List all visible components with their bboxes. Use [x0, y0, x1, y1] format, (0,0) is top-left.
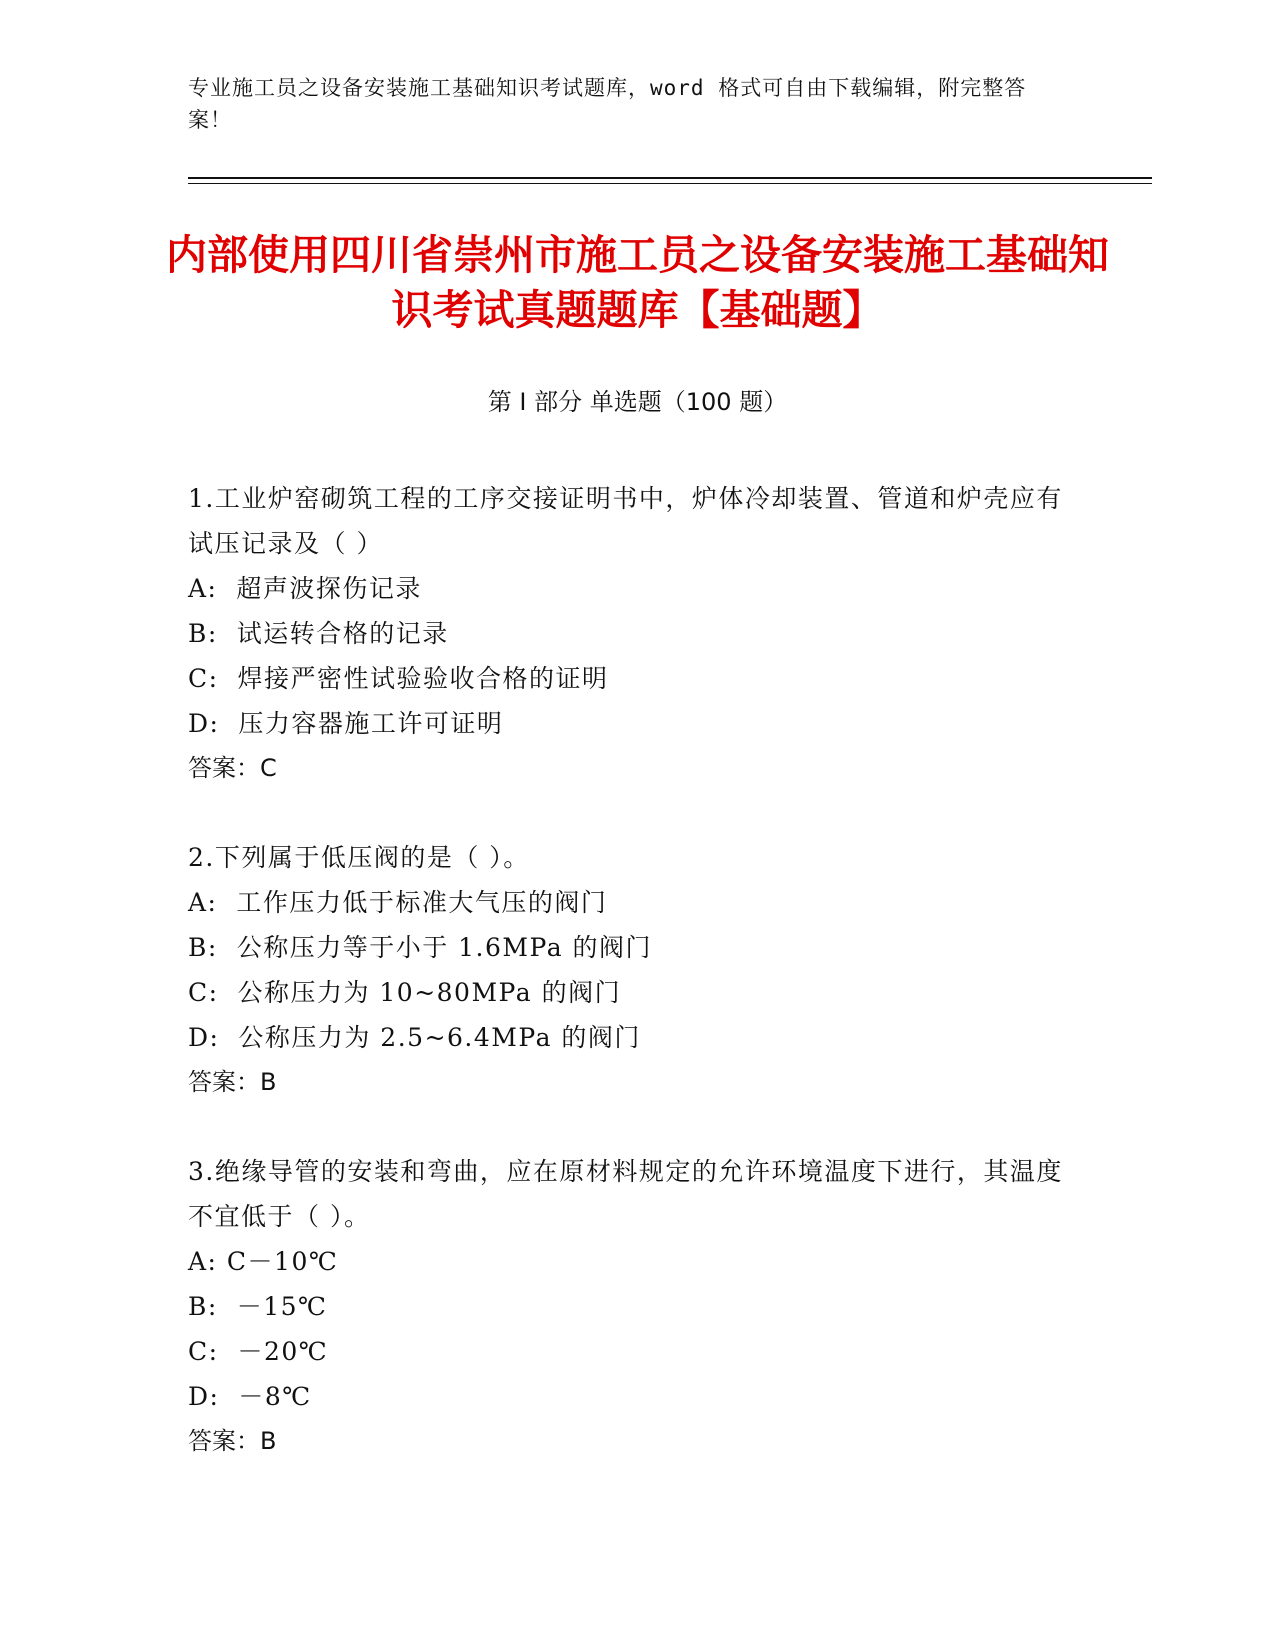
answer: 答案：B	[188, 1427, 277, 1455]
question-stem: 1.工业炉窑砌筑工程的工序交接证明书中，炉体冷却装置、管道和炉壳应有试压记录及（ ）	[188, 484, 1063, 558]
option-a: A: C－10℃	[188, 1247, 339, 1276]
option-a: A: 工作压力低于标准大气压的阀门	[188, 888, 608, 917]
option-d: D: 压力容器施工许可证明	[188, 709, 504, 738]
option-c: C: －20℃	[188, 1337, 329, 1366]
option-d: D: －8℃	[188, 1382, 312, 1411]
answer: 答案：B	[188, 1068, 277, 1096]
header-note: 专业施工员之设备安装施工基础知识考试题库，word 格式可自由下载编辑，附完整答案！	[188, 76, 1027, 132]
option-d: D: 公称压力为 2.5~6.4MPa 的阀门	[188, 1023, 641, 1052]
question-3	[188, 1149, 1068, 1464]
option-list	[188, 1239, 1068, 1419]
question-list	[188, 476, 1068, 1508]
answer: 答案：C	[188, 754, 277, 782]
question-stem: 3.绝缘导管的安装和弯曲，应在原材料规定的允许环境温度下进行，其温度不宜低于（ ）。	[188, 1157, 1063, 1231]
option-c: C: 焊接严密性试验验收合格的证明	[188, 664, 609, 693]
document-title: 内部使用四川省崇州市施工员之设备安装施工基础知识考试真题题库【基础题】	[166, 231, 1109, 334]
option-b: B: 公称压力等于小于 1.6MPa 的阀门	[188, 933, 653, 962]
header-rule-thick	[188, 177, 1152, 179]
option-a: A: 超声波探伤记录	[188, 574, 422, 603]
question-1	[188, 476, 1068, 791]
header-rule-thin	[188, 183, 1152, 184]
option-b: B: －15℃	[188, 1292, 328, 1321]
question-2	[188, 835, 1068, 1105]
option-list	[188, 566, 1068, 746]
option-b: B: 试运转合格的记录	[188, 619, 449, 648]
section-title: 第 I 部分 单选题（100 题）	[487, 388, 788, 416]
option-list	[188, 880, 1068, 1060]
question-stem: 2.下列属于低压阀的是（ ）。	[188, 843, 530, 872]
option-c: C: 公称压力为 10~80MPa 的阀门	[188, 978, 622, 1007]
